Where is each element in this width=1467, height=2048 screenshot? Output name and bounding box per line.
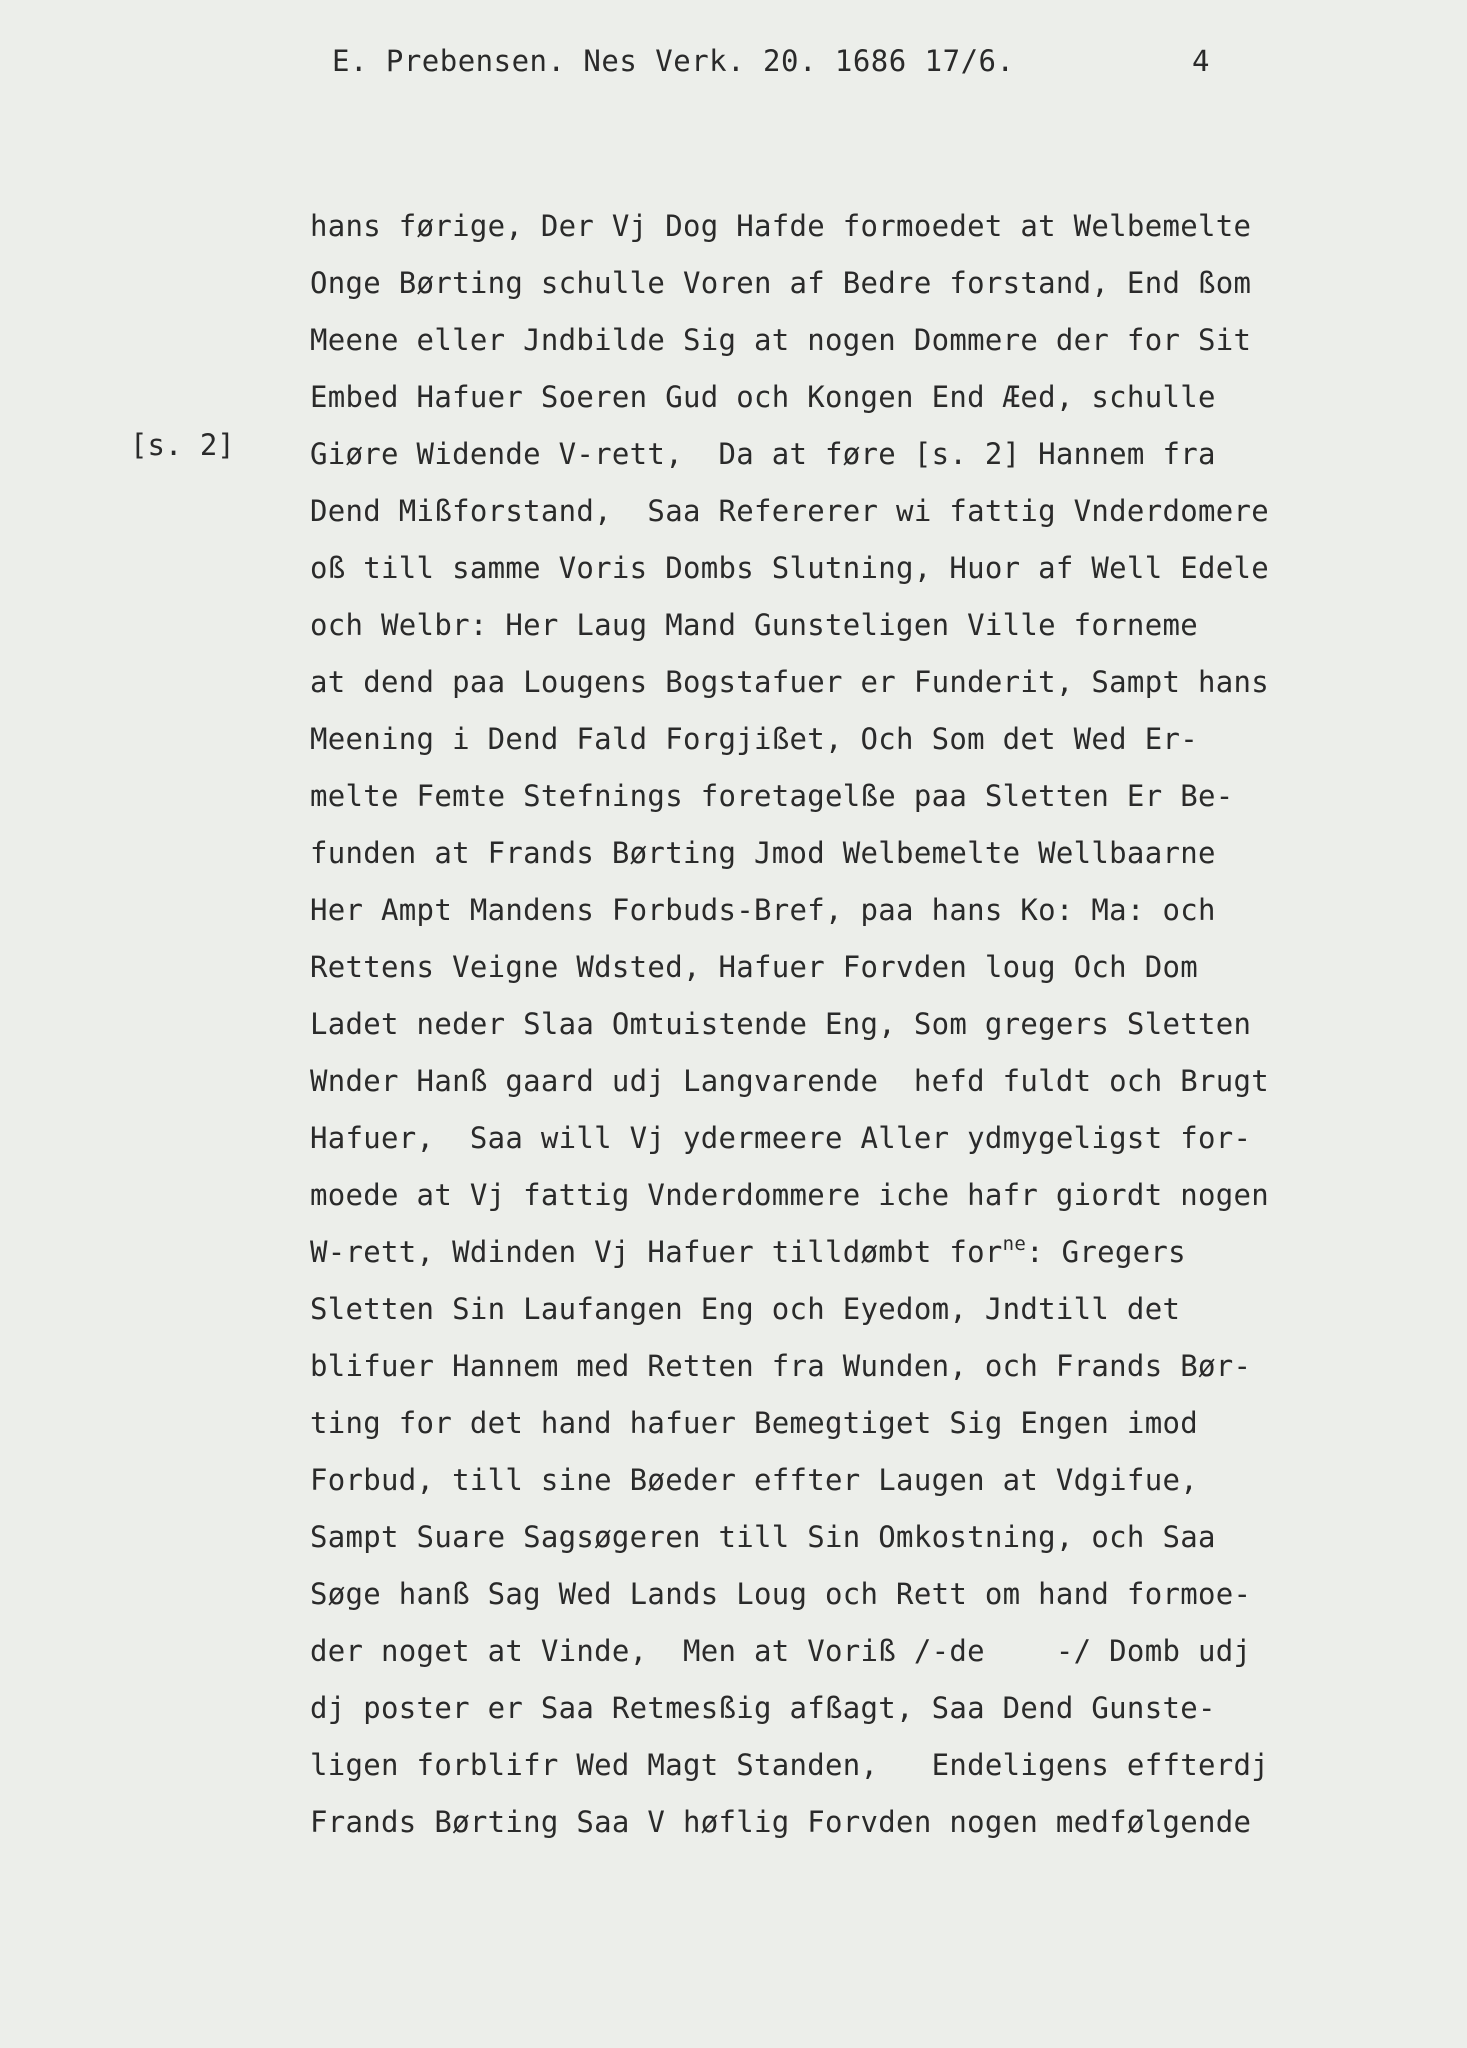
text-line: funden at Frands Børting Jmod Welbemelte Wellbaarne [310, 836, 1216, 870]
text-line: Giøre Widende V-rett, Da at føre [s. 2] Hannem fra [310, 437, 1216, 471]
text-line: Ladet neder Slaa Omtuistende Eng, Som gregers Sletten [310, 1007, 1252, 1041]
text-line: Dend Mißforstand, Saa Refererer wi fattig Vnderdomere [310, 494, 1270, 528]
text-line [310, 1224, 1310, 1281]
text-line: Rettens Veigne Wdsted, Hafuer Forvden loug Och Dom [310, 950, 1198, 984]
text-line: ligen forblifr Wed Magt Standen, Endeligens effterdj [310, 1748, 1270, 1782]
transcription-body [310, 198, 1310, 1851]
text-line: Onge Børting schulle Voren af Bedre forstand, End ßom [310, 266, 1252, 300]
text-line: dj poster er Saa Retmesßig afßagt, Saa Dend Gunste- [310, 1691, 1216, 1725]
text-line-start: W-rett, Wdinden Vj Hafuer tilldømbt for [310, 1235, 1003, 1269]
text-line: oß till samme Voris Dombs Slutning, Huor af Well Edele [310, 551, 1270, 585]
page-header: E. Prebensen. Nes Verk. 20. 1686 17/6. [332, 44, 1015, 78]
text-line: Frands Børting Saa V høflig Forvden nogen medfølgende [310, 1805, 1252, 1839]
text-line: Meene eller Jndbilde Sig at nogen Dommere der for Sit [310, 323, 1252, 357]
text-line: ting for det hand hafuer Bemegtiget Sig Engen imod [310, 1406, 1198, 1440]
page-number: 4 [1192, 44, 1210, 78]
text-line: Søge hanß Sag Wed Lands Loug och Rett om hand formoe- [310, 1577, 1252, 1611]
text-line: melte Femte Stefnings foretagelße paa Sletten Er Be- [310, 779, 1234, 813]
text-line: Hafuer, Saa will Vj ydermeere Aller ydmygeligst for- [310, 1121, 1252, 1155]
text-line: Sletten Sin Laufangen Eng och Eyedom, Jndtill det [310, 1292, 1181, 1326]
text-line: Forbud, till sine Bøeder effter Laugen at Vdgifue, [310, 1463, 1198, 1497]
superscript: ne [1002, 1233, 1027, 1255]
text-line: der noget at Vinde, Men at Voriß /-de -/ Domb udj [310, 1634, 1252, 1668]
text-line-end: : Gregers [1026, 1235, 1186, 1269]
margin-note: [s. 2] [130, 428, 235, 462]
text-line: blifuer Hannem med Retten fra Wunden, och Frands Bør- [310, 1349, 1252, 1383]
text-line: hans førige, Der Vj Dog Hafde formoedet at Welbemelte [310, 209, 1252, 243]
text-line: och Welbr: Her Laug Mand Gunsteligen Ville forneme [310, 608, 1198, 642]
text-line: Embed Hafuer Soeren Gud och Kongen End Æed, schulle [310, 380, 1216, 414]
text-line: moede at Vj fattig Vnderdommere iche hafr giordt nogen [310, 1178, 1270, 1212]
text-line: Wnder Hanß gaard udj Langvarende hefd fuldt och Brugt [310, 1064, 1270, 1098]
text-line: Her Ampt Mandens Forbuds-Bref, paa hans Ko: Ma: och [310, 893, 1216, 927]
text-line: Sampt Suare Sagsøgeren till Sin Omkostning, och Saa [310, 1520, 1216, 1554]
text-line: Meening i Dend Fald Forgjißet, Och Som det Wed Er- [310, 722, 1198, 756]
text-line: at dend paa Lougens Bogstafuer er Funderit, Sampt hans [310, 665, 1270, 699]
